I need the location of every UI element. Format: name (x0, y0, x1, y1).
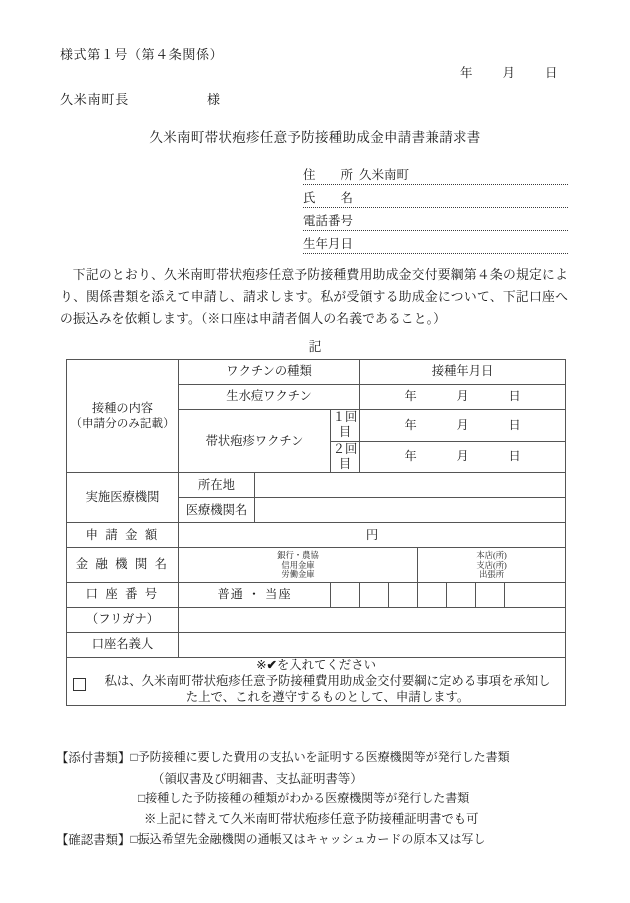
account-digit-3[interactable] (418, 582, 447, 607)
table-row-institution-address (67, 473, 566, 498)
institution-label: 実施医療機関 (67, 473, 179, 523)
footer-notes (56, 748, 576, 850)
branch-type-1: 支店(所) (476, 560, 507, 570)
applicant-fields (303, 164, 568, 256)
addressee-honorific: 様 (207, 92, 221, 107)
table-row-declaration (67, 657, 566, 706)
institution-name-label: 医療機関名 (179, 498, 255, 523)
table-row-amount (67, 523, 566, 548)
page-title: 久米南町帯状疱疹任意予防接種助成金申請書兼請求書 (149, 130, 481, 145)
account-number-label: 口 座 番 号 (67, 582, 179, 607)
table-row-vaccine-header (67, 360, 566, 385)
applicant-name-value[interactable] (351, 205, 359, 207)
account-type-selector[interactable]: 普通 ・ 当座 (179, 582, 331, 607)
account-digit-4[interactable] (447, 582, 476, 607)
dose-2-date-month: 月 (456, 449, 469, 464)
account-holder-value[interactable] (179, 632, 566, 657)
branch-type-list (418, 548, 565, 581)
check-icon: ✔ (266, 657, 277, 672)
branch-name-cell[interactable] (418, 548, 566, 582)
header-date-day: 日 (545, 66, 558, 80)
table-row-account-number (67, 582, 566, 607)
institution-address-value[interactable] (255, 473, 566, 498)
institution-name-value[interactable] (255, 498, 566, 523)
account-digit-5[interactable] (476, 582, 505, 607)
furigana-value[interactable] (179, 607, 566, 632)
applicant-phone-row (303, 210, 568, 231)
dose-2-label: ２回目 (331, 441, 360, 473)
applicant-name-row (303, 187, 568, 208)
branch-type-0: 本店(所) (476, 551, 507, 561)
vaccine-live-date-month: 月 (456, 389, 469, 404)
bank-type-list (179, 548, 417, 581)
vaccination-content-label (67, 360, 179, 473)
applicant-name-label: 氏 名 (303, 191, 354, 205)
account-digit-2[interactable] (389, 582, 418, 607)
account-digit-1[interactable] (360, 582, 389, 607)
branch-type-2: 出張所 (479, 569, 504, 579)
amount-label: 申 請 金 額 (67, 523, 179, 548)
declaration-text: 私は、久米南町帯状疱疹任意予防接種費用助成金交付要綱に定める事項を承知した上で、これを遵守するものとして、申請します。 (104, 674, 551, 704)
table-row-furigana (67, 607, 566, 632)
application-table (66, 359, 566, 706)
confirmation-tag: 【確認書類】 (56, 832, 131, 847)
attachment-row (56, 748, 576, 769)
declaration-body (67, 674, 565, 705)
account-digit-6[interactable] (505, 582, 566, 607)
vaccination-date-header: 接種年月日 (360, 360, 566, 385)
applicant-phone-value[interactable] (353, 228, 361, 230)
bank-type-2: 労働金庫 (281, 569, 315, 579)
declaration-note-prefix: ※ (256, 657, 267, 672)
ki-heading: 記 (308, 340, 322, 354)
applicant-address-label: 住 所 (303, 168, 354, 182)
applicant-address-value[interactable]: 久米南町 (359, 168, 410, 182)
declaration-note-suffix: を入れてください (276, 657, 376, 672)
dose-1-date-month: 月 (456, 417, 469, 432)
applicant-address-row (303, 164, 568, 185)
table-row-account-holder (67, 632, 566, 657)
attachment-item-1[interactable]: □予防接種に要した費用の支払いを証明する医療機関等が発行した書類 (130, 750, 510, 764)
dose-1-date-day: 日 (508, 417, 521, 432)
form-number: 様式第１号（第４条関係） (60, 47, 224, 62)
dose-1-date-year: 年 (404, 417, 417, 432)
attachment-item-1-sub: （領収書及び明細書、支払証明書等） (152, 771, 363, 786)
vaccination-label-line2: （申請分のみ記載） (70, 417, 175, 431)
furigana-label: （フリガナ） (67, 607, 179, 632)
header-date-line (460, 63, 558, 81)
declaration-checkbox[interactable] (73, 678, 86, 691)
institution-address-label: 所在地 (179, 473, 255, 498)
attachment-tag: 【添付書類】 (56, 751, 131, 765)
confirmation-item-1[interactable]: □振込希望先金融機関の通帳又はキャッシュカードの原本又は写し (130, 831, 486, 846)
vaccine-live-date[interactable] (360, 385, 566, 410)
bank-label: 金 融 機 関 名 (67, 548, 179, 582)
applicant-phone-label: 電話番号 (303, 214, 354, 228)
vaccine-type-header: ワクチンの種類 (179, 360, 360, 385)
attachment-note: ※上記に替えて久米南町帯状疱疹任意予防接種証明書でも可 (144, 812, 479, 827)
applicant-birthdate-row (303, 233, 568, 254)
addressee-name: 久米南町長 (60, 92, 130, 107)
body-paragraph: 下記のとおり、久米南町帯状疱疹任意予防接種費用助成金交付要綱第４条の規定により、関係書類を添えて申請し、請求します。私が受領する助成金について、下記口座への振込みを依頼します。（※口座は申請者個人の名義であること。） (60, 268, 568, 326)
bank-name-cell[interactable] (179, 548, 418, 582)
account-holder-label: 口座名義人 (67, 632, 179, 657)
header-date-year: 年 (460, 66, 473, 80)
bank-type-0: 銀行・農協 (277, 551, 319, 561)
amount-value-cell[interactable] (179, 523, 566, 548)
header-date-month: 月 (502, 66, 516, 80)
account-digit-0[interactable] (331, 582, 360, 607)
dose-2-date-day: 日 (508, 449, 521, 464)
amount-unit: 円 (365, 527, 379, 542)
declaration-note (67, 658, 565, 674)
vaccination-label-line1: 接種の内容 (92, 400, 153, 415)
declaration-cell (67, 657, 566, 706)
vaccine-live-date-year: 年 (404, 389, 417, 404)
dose-1-date[interactable] (360, 410, 566, 442)
dose-2-date-year: 年 (404, 449, 417, 464)
table-row-bank (67, 548, 566, 582)
dose-2-date[interactable] (360, 441, 566, 473)
addressee-line (60, 89, 220, 108)
vaccine-shingles-label: 帯状疱疹ワクチン (179, 410, 331, 473)
applicant-birthdate-label: 生年月日 (303, 237, 354, 251)
applicant-birthdate-value[interactable] (353, 251, 361, 253)
attachment-item-2[interactable]: □接種した予防接種の種類がわかる医療機関等が発行した書類 (138, 791, 470, 806)
bank-type-1: 信用金庫 (281, 560, 315, 570)
confirmation-row (56, 830, 576, 851)
vaccine-live-label: 生水痘ワクチン (179, 385, 360, 410)
dose-1-label: １回目 (331, 410, 360, 442)
vaccine-live-date-day: 日 (508, 389, 521, 404)
